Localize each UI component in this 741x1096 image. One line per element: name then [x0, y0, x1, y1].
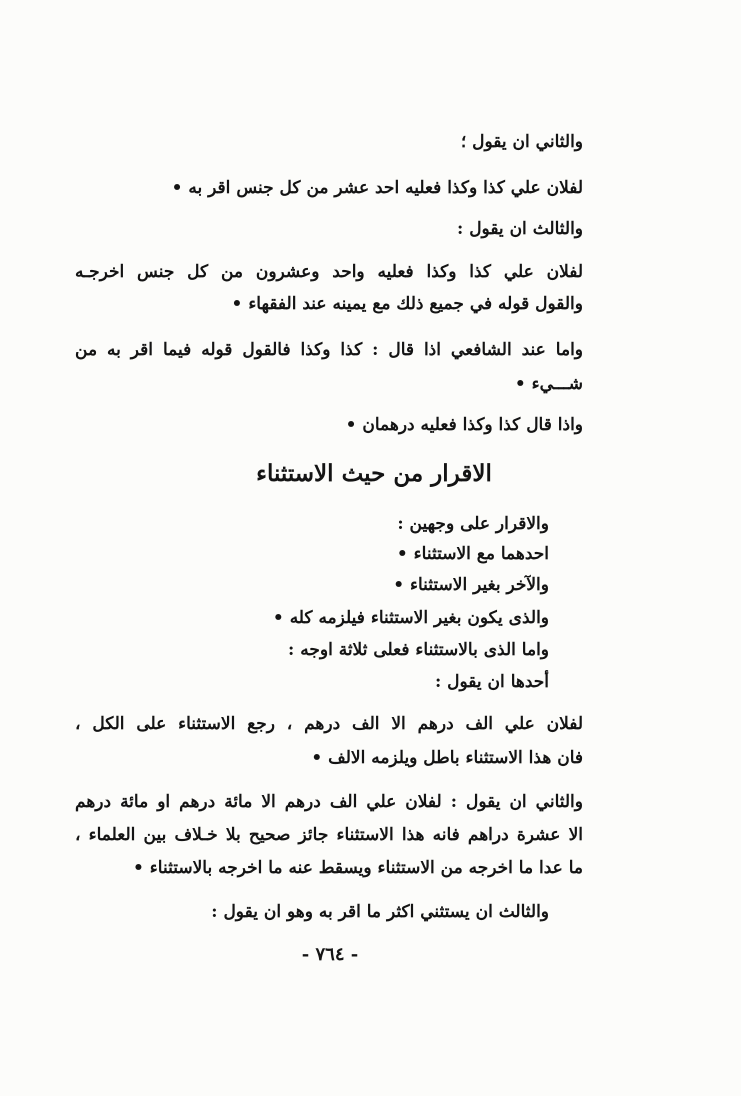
text-line: واذا قال كذا وكذا فعليه درهمان • [345, 415, 583, 435]
text-line: والثاني ان يقول : لفلان علي الف درهم الا مائة درهم او مائة درهم [75, 792, 583, 812]
text-line: والاقرار على وجهين : [397, 514, 549, 534]
text-line: واما عند الشافعي اذا قال : كذا وكذا فالقول قوله فيما اقر به من [75, 340, 583, 360]
text-line: والقول قوله في جميع ذلك مع يمينه عند الفقهاء • [231, 294, 583, 314]
text-line: أحدها ان يقول : [434, 672, 549, 692]
text-line: والثاني ان يقول ؛ [460, 132, 583, 152]
text-line: احدهما مع الاستثناء • [396, 544, 549, 564]
text-line: لفلان علي كذا وكذا فعليه احد عشر من كل جنس اقر به • [171, 178, 583, 198]
text-line: والآخر بغير الاستثناء • [393, 575, 549, 595]
text-line: والثالث ان يقول : [457, 219, 583, 239]
page-number: - ٧٦٤ - [301, 944, 359, 965]
section-heading: الاقرار من حيث الاستثناء [256, 460, 492, 487]
text-line: شـــيء • [514, 374, 583, 394]
text-line: ما عدا ما اخرجه من الاستثناء ويسقط عنه ما اخرجه بالاستثناء • [132, 858, 583, 878]
text-line: والذى يكون بغير الاستثناء فيلزمه كله • [272, 608, 549, 628]
text-line: الا عشرة دراهم فانه هذا الاستثناء جائز صحيح بلا خـلاف بين العلماء ، [75, 825, 583, 845]
text-line: لفلان علي كذا وكذا فعليه واحد وعشرون من كل جنس اخرجـه [75, 262, 583, 282]
text-line: لفلان علي الف درهم الا الف درهم ، رجع الاستثناء على الكل ، [75, 714, 583, 734]
text-line: فان هذا الاستثناء باطل ويلزمه الالف • [311, 748, 583, 768]
text-line: واما الذى بالاستثناء فعلى ثلاثة اوجه : [288, 640, 549, 660]
text-line: والثالث ان يستثني اكثر ما اقر به وهو ان يقول : [211, 902, 549, 922]
